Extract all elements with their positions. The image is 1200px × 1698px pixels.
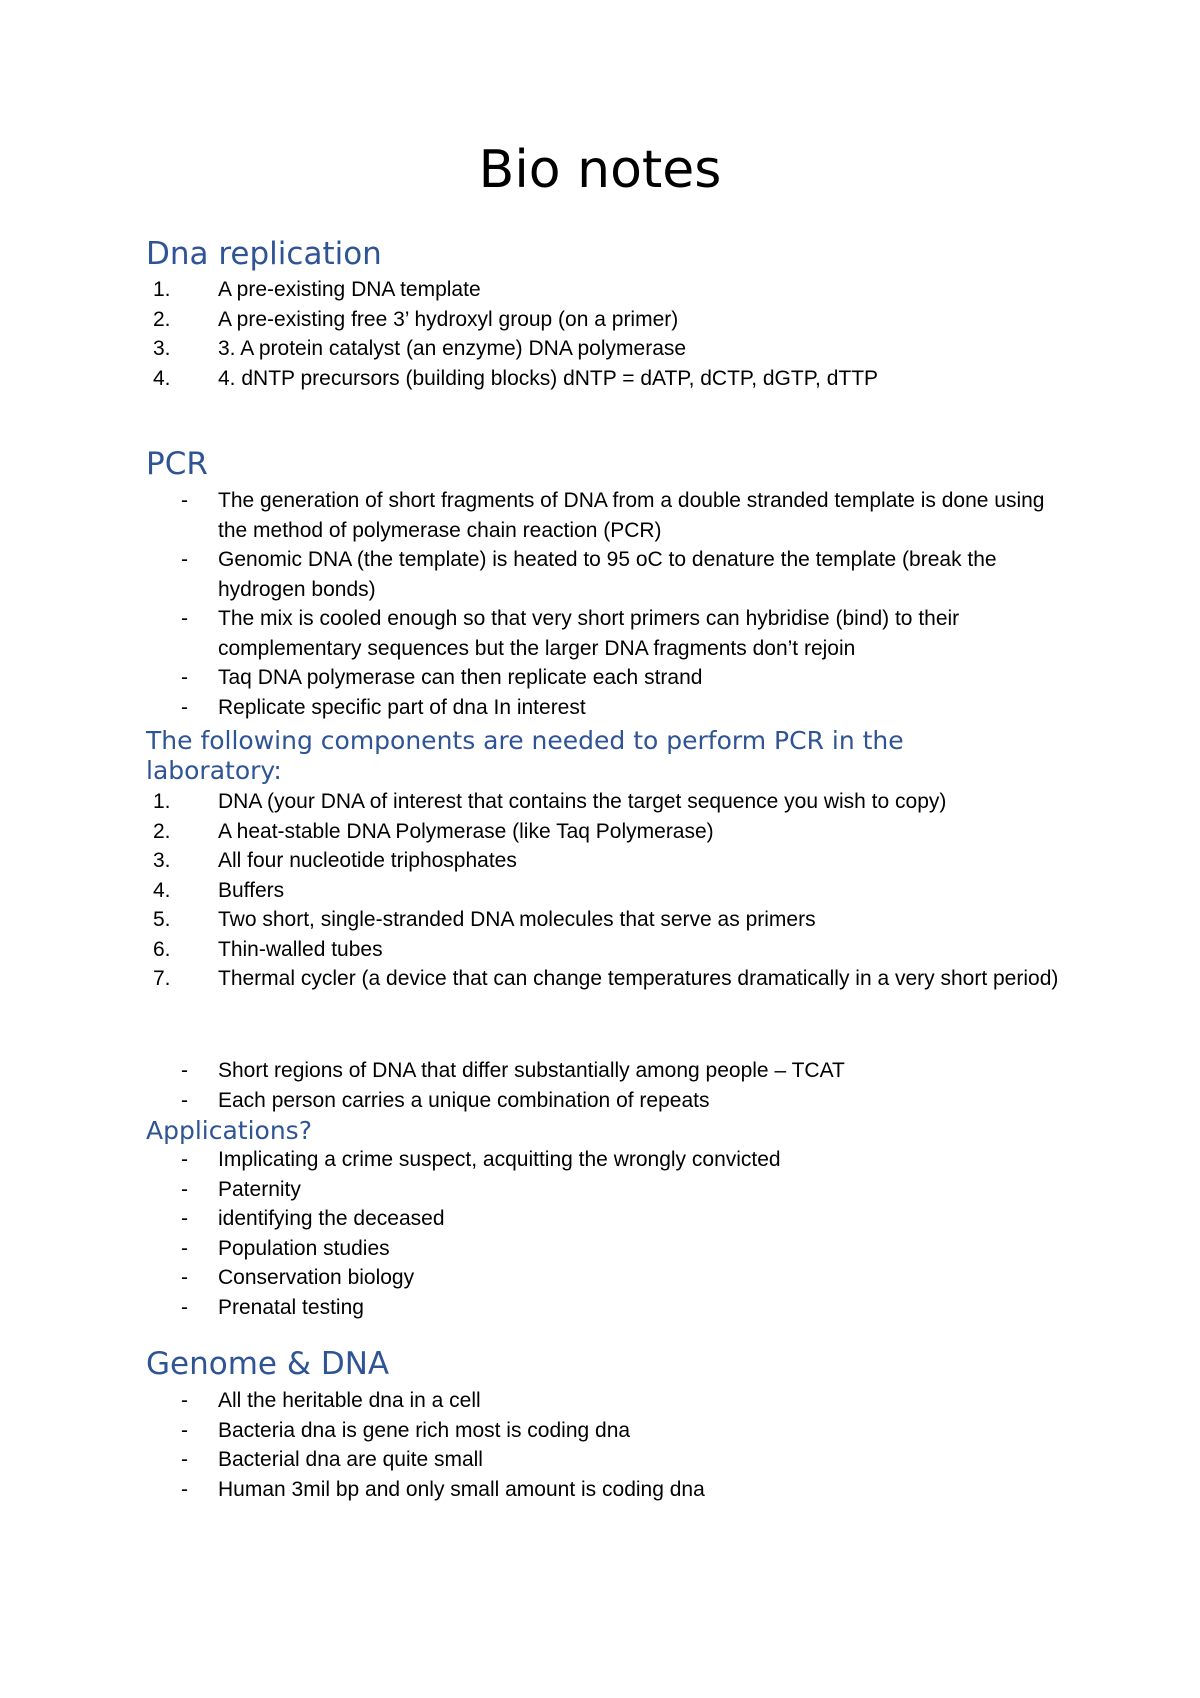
list-item: - identifying the deceased — [181, 1207, 445, 1230]
list-item: - Implicating a crime suspect, acquitting the wrongly convicted — [181, 1148, 781, 1171]
list-item: - Prenatal testing — [181, 1295, 364, 1319]
heading-applications: Applications? — [146, 1116, 312, 1145]
genome-list — [146, 1386, 1066, 1504]
dna-replication-list — [146, 275, 1066, 393]
list-item: 6. Thin-walled tubes — [153, 937, 383, 961]
list-item: - Replicate specific part of dna In interest — [181, 695, 586, 719]
pcr-list — [146, 486, 1046, 722]
list-item: - All the heritable dna in a cell — [181, 1389, 481, 1412]
list-item: - Genomic DNA (the template) is heated to 95 oC to denature the template (break the hydrogen bonds) — [181, 548, 997, 601]
list-item: 2. A pre-existing free 3’ hydroxyl group (on a primer) — [153, 307, 679, 331]
heading-genome-dna: Genome & DNA — [146, 1346, 390, 1382]
heading-pcr: PCR — [146, 446, 208, 482]
list-item: - Bacterial dna are quite small — [181, 1448, 483, 1471]
list-item: 4. Buffers — [153, 878, 285, 902]
components-list — [146, 787, 1066, 994]
list-item: 3. 3. A protein catalyst (an enzyme) DNA polymerase — [153, 337, 687, 360]
list-item: 2. A heat-stable DNA Polymerase (like Taq Polymerase) — [153, 819, 714, 843]
str-list — [146, 1056, 1066, 1115]
list-item: - Bacteria dna is gene rich most is coding dna — [181, 1418, 631, 1442]
list-item: - Each person carries a unique combination of repeats — [181, 1088, 710, 1112]
list-item: 1. DNA (your DNA of interest that contains the target sequence you wish to copy) — [153, 790, 947, 813]
list-item: - Paternity — [181, 1177, 301, 1201]
list-item: 7. Thermal cycler (a device that can change temperatures dramatically in a very short period) — [153, 967, 1059, 990]
list-item: 1. A pre-existing DNA template — [153, 278, 481, 301]
list-item: 4. 4. dNTP precursors (building blocks) dNTP = dATP, dCTP, dGTP, dTTP — [153, 366, 879, 390]
document-title: Bio notes — [478, 140, 722, 200]
list-item: - Short regions of DNA that differ substantially among people – TCAT — [181, 1059, 845, 1082]
list-item: 5. Two short, single-stranded DNA molecules that serve as primers — [153, 908, 816, 931]
list-item: 3. All four nucleotide triphosphates — [153, 849, 517, 872]
heading-dna-replication: Dna replication — [146, 236, 382, 272]
list-item: - Human 3mil bp and only small amount is coding dna — [181, 1477, 705, 1501]
list-item: - The generation of short fragments of DNA from a double stranded template is done using the method of polymerase chain reaction (PCR) — [181, 489, 1045, 542]
list-item: - Conservation biology — [181, 1266, 415, 1289]
list-item: - Population studies — [181, 1236, 390, 1260]
heading-pcr-components: The following components are needed to perform PCR in the laboratory: — [146, 726, 904, 785]
list-item: - Taq DNA polymerase can then replicate each strand — [181, 666, 703, 689]
applications-list — [146, 1145, 1066, 1322]
list-item: - The mix is cooled enough so that very short primers can hybridise (bind) to their complementary sequences but the larger DNA fragments don’t rejoin — [181, 607, 960, 660]
